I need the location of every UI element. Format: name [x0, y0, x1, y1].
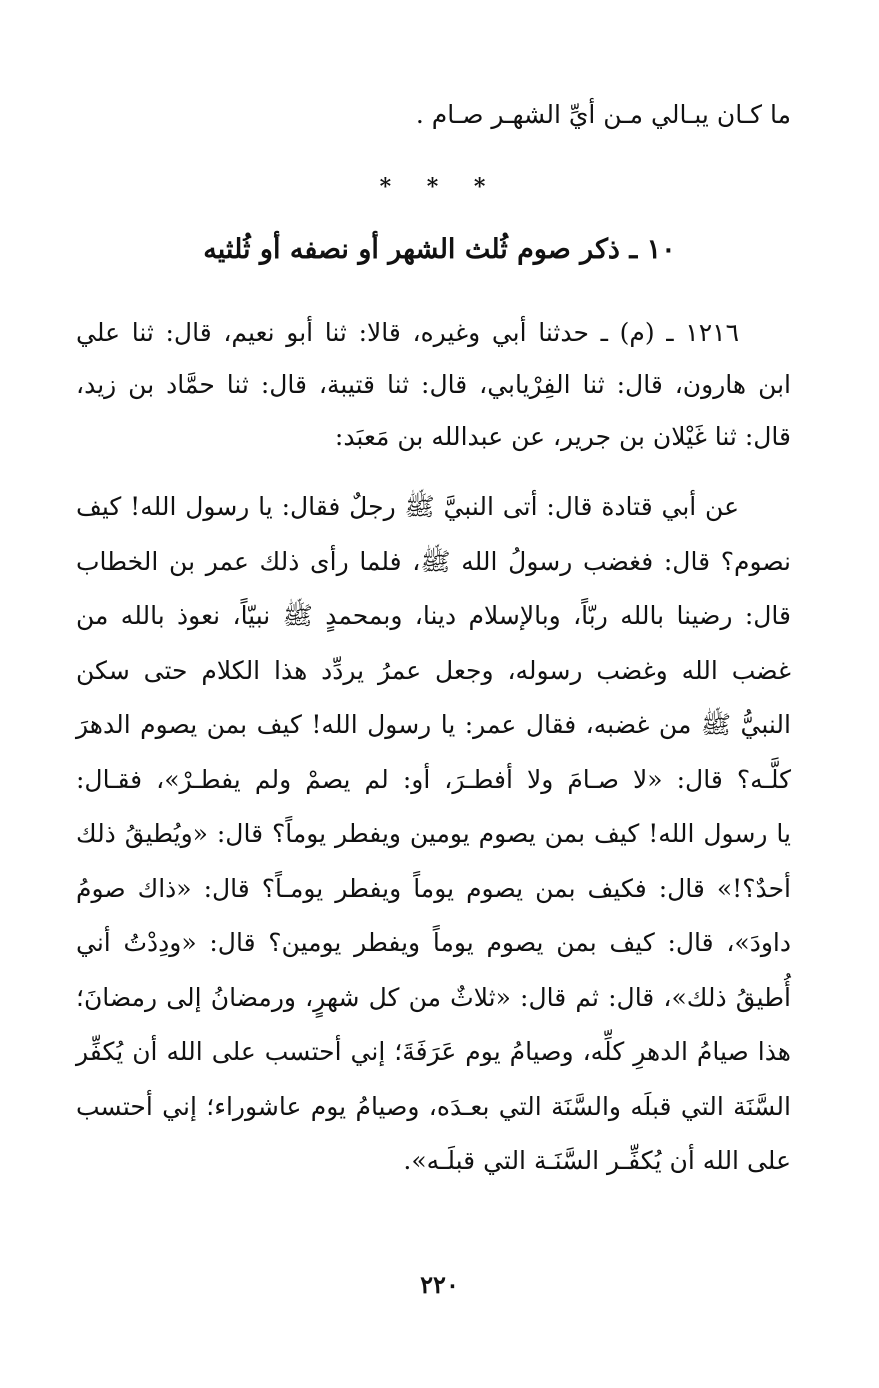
opening-line: ما كـان يبـالي مـن أيِّ الشهـر صـام .	[415, 100, 791, 129]
isnad-line: ابن هارون، قال: ثنا الفِرْيابي، قال: ثنا قتيبة، قال: ثنا حمَّاد بن زيد،	[76, 370, 791, 399]
text-line: غضب الله وغضب رسوله، وجعل عمرُ يردِّد هذا الكلام حتى سكن	[76, 655, 791, 685]
text-line: نصوم؟ قال: فغضب رسولُ الله ﷺ، فلما رأى ذلك عمر بن الخطاب	[76, 546, 791, 576]
text-line: عن أبي قتادة قال: أتى النبيَّ ﷺ رجلٌ فقال: يا رسول الله! كيف	[76, 492, 739, 521]
isnad-line: قال: ثنا غَيْلان بن جرير، عن عبدالله بن مَعبَد:	[334, 422, 791, 451]
text-line: هذا صيامُ الدهرِ كلِّه، وصيامُ يوم عَرَفَةَ؛ إني أحتسب على الله أن يُكفِّر	[76, 1037, 791, 1066]
hadith-text	[76, 492, 791, 1201]
text-line: داودَ»، قال: كيف بمن يصوم يوماً ويفطر يومين؟ قال: «ودِدْتُ أني	[76, 928, 791, 957]
text-line: كلَّـه؟ قال: «لا صـامَ ولا أفطـرَ، أو: لم يصمْ ولم يفطـرْ»، فقـال:	[76, 764, 791, 794]
text-line: أحدٌ؟!» قال: فكيف بمن يصوم يوماً ويفطر يومـاً؟ قال: «ذاك صومُ	[76, 873, 791, 903]
isnad-line: ١٢١٦ ـ (م) ـ حدثنا أبي وغيره، قالا: ثنا أبو نعيم، قال: ثنا علي	[76, 318, 739, 347]
text-line: يا رسول الله! كيف بمن يصوم يومين ويفطر يوماً؟ قال: «ويُطيقُ ذلك	[76, 819, 791, 848]
text-line: السَّنَة التي قبلَه والسَّنَة التي بعـدَه، وصيامُ يوم عاشوراء؛ إني أحتسب	[76, 1091, 791, 1121]
text-line: على الله أن يُكفِّـر السَّنَـة التي قبلَـه».	[403, 1146, 791, 1175]
page-number: ٢٢٠	[420, 1270, 459, 1299]
text-line: النبيُّ ﷺ من غضبه، فقال عمر: يا رسول الله! كيف بمن يصوم الدهرَ	[76, 710, 791, 739]
text-line: قال: رضينا بالله ربّاً، وبالإسلام دينا، وبمحمدٍ ﷺ نبيّاً، نعوذ بالله من	[76, 601, 791, 630]
section-separator: * * *	[379, 174, 500, 200]
text-line: أُطيقُ ذلك»، قال: ثم قال: «ثلاثٌ من كل شهرٍ، ورمضانُ إلى رمضانَ؛	[76, 982, 791, 1012]
chapter-heading: ١٠ ـ ذكر صوم ثُلث الشهر أو نصفه أو ثُلثيه	[203, 234, 676, 265]
hadith-isnad	[76, 318, 791, 474]
